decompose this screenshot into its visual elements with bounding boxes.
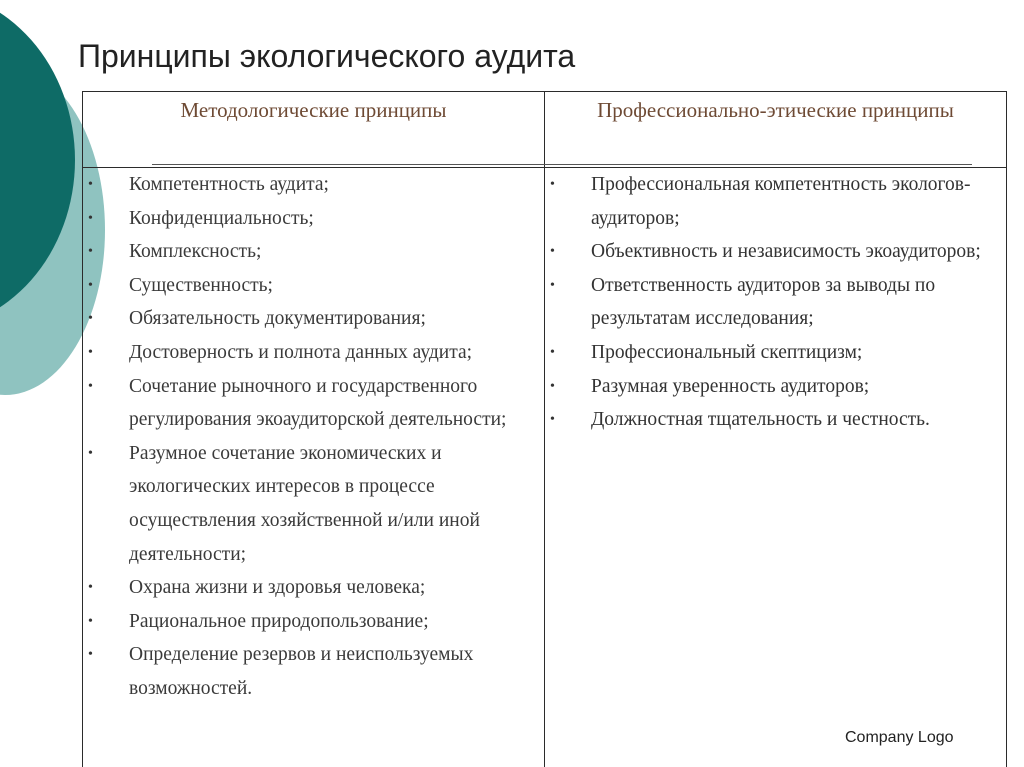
list-item: • Рациональное природопользование; [88, 605, 528, 639]
header-underline [152, 164, 972, 165]
list-item: • Сочетание рыночного и государственного регулирования экоаудиторской деятельности; [88, 370, 528, 437]
company-logo: Company Logo [845, 729, 954, 746]
list-item: • Охрана жизни и здоровья человека; [88, 571, 528, 605]
header-methodological: Методологические принципы [180, 98, 447, 122]
list-item: • Достоверность и полнота данных аудита; [88, 336, 528, 370]
list-item: • Конфиденциальность; [88, 202, 528, 236]
list-item: • Должностная тщательность и честность. [550, 403, 995, 437]
list-item: • Разумная уверенность аудиторов; [550, 370, 995, 404]
list-item: • Профессиональный скептицизм; [550, 336, 995, 370]
table-border-left [82, 91, 83, 767]
list-item: • Разумное сочетание экономических и экологических интересов в процессе осуществления хозяйственной и/или иной деятельности; [88, 437, 528, 571]
list-item: • Ответственность аудиторов за выводы по результатам исследования; [550, 269, 995, 336]
slide-title: Принципы экологического аудита [78, 38, 576, 74]
list-item: • Компетентность аудита; [88, 168, 528, 202]
table-border-right [1006, 91, 1007, 767]
list-item: • Определение резервов и неиспользуемых возможностей. [88, 638, 528, 705]
list-item: • Существенность; [88, 269, 528, 303]
ethical-list [550, 168, 995, 437]
methodological-list [88, 168, 528, 706]
header-ethical: Профессионально-этические принципы [597, 98, 954, 122]
list-item: • Профессиональная компетентность экологов-аудиторов; [550, 168, 995, 235]
list-item: • Комплексность; [88, 235, 528, 269]
list-item: • Обязательность документирования; [88, 302, 528, 336]
list-item: • Объективность и независимость экоаудиторов; [550, 235, 995, 269]
table-column-divider [544, 91, 545, 767]
